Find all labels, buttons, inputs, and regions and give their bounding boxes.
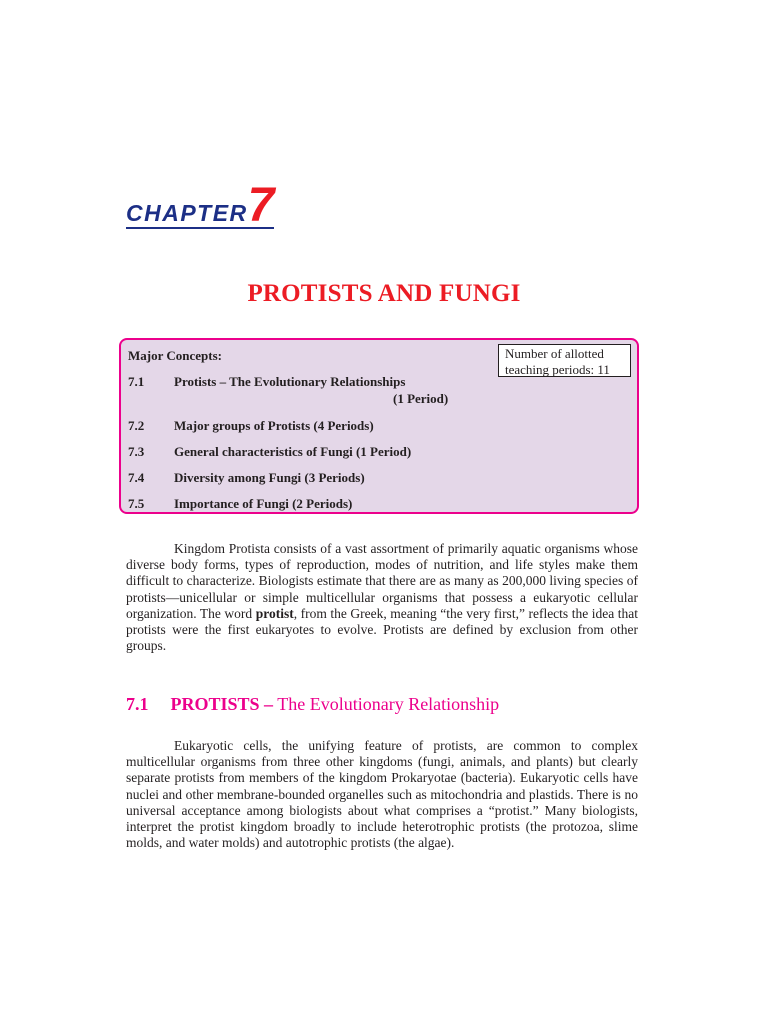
- section-paragraph: Eukaryotic cells, the unifying feature of protists, are common to complex multicellular organisms from three other kingdoms (fungi, animals, and plants) but clearly separate protists from members of the kingdom Prokaryotae (bacteria). Eukaryotic cells have nuclei and other membrane-bounded organelles such as mitochondria and plastids. There is no universal acceptance among biologists about what comprises a “protist.” Many biologists, interpret the protist kingdom broadly to include heterotrophic protists (the protozoa, slime molds, and water molds) and autotrophic protists (the algae).: [126, 738, 638, 851]
- concept-continuation: (1 Period): [393, 391, 449, 406]
- concept-number: 7.1: [128, 374, 145, 389]
- intro-text-1: Kingdom Protista consists of a vast assortment of primarily aquatic organisms whose diverse body forms, types of reproduction, modes of nutrition, and life styles make them difficult to characterize. Biologists estimate that there are as many as 200,000 living species of protists—unicellular or simple multicellular organisms that possess a eukaryotic cellular organization. The word: [126, 541, 638, 621]
- concept-number: 7.2: [128, 418, 145, 433]
- chapter-number: 7: [247, 179, 275, 232]
- concept-number: 7.5: [128, 496, 145, 511]
- concept-text: Protists – The Evolutionary Relationships: [174, 374, 406, 389]
- concept-text: General characteristics of Fungi (1 Period): [174, 444, 412, 459]
- periods-line-1: Number of allotted: [505, 346, 604, 361]
- chapter-title: PROTISTS AND FUNGI: [247, 280, 521, 307]
- chapter-label: CHAPTER: [126, 202, 248, 229]
- concept-number: 7.3: [128, 444, 145, 459]
- concept-text: Diversity among Fungi (3 Periods): [174, 470, 365, 485]
- concept-text: Major groups of Protists (4 Periods): [174, 418, 374, 433]
- section-heading: [126, 694, 499, 715]
- intro-text-2: , from the Greek, meaning “the very first,” reflects the idea that protists were the first eukaryotes to evolve. Protists are defined by exclusion from other groups.: [126, 605, 638, 654]
- section-subtitle: The Evolutionary Relationship: [273, 694, 500, 714]
- intro-bold-term: protist: [255, 605, 294, 621]
- concept-number: 7.4: [128, 470, 145, 485]
- chapter-heading: [126, 179, 275, 232]
- major-concepts-box: [119, 338, 639, 514]
- section-number: 7.1: [126, 694, 149, 714]
- concepts-heading: Major Concepts:: [128, 348, 222, 363]
- section-title: PROTISTS –: [170, 694, 274, 714]
- periods-line-2: teaching periods: 11: [505, 362, 610, 377]
- intro-paragraph: [126, 541, 638, 654]
- concept-text: Importance of Fungi (2 Periods): [174, 496, 353, 511]
- teaching-periods-box: [498, 344, 631, 377]
